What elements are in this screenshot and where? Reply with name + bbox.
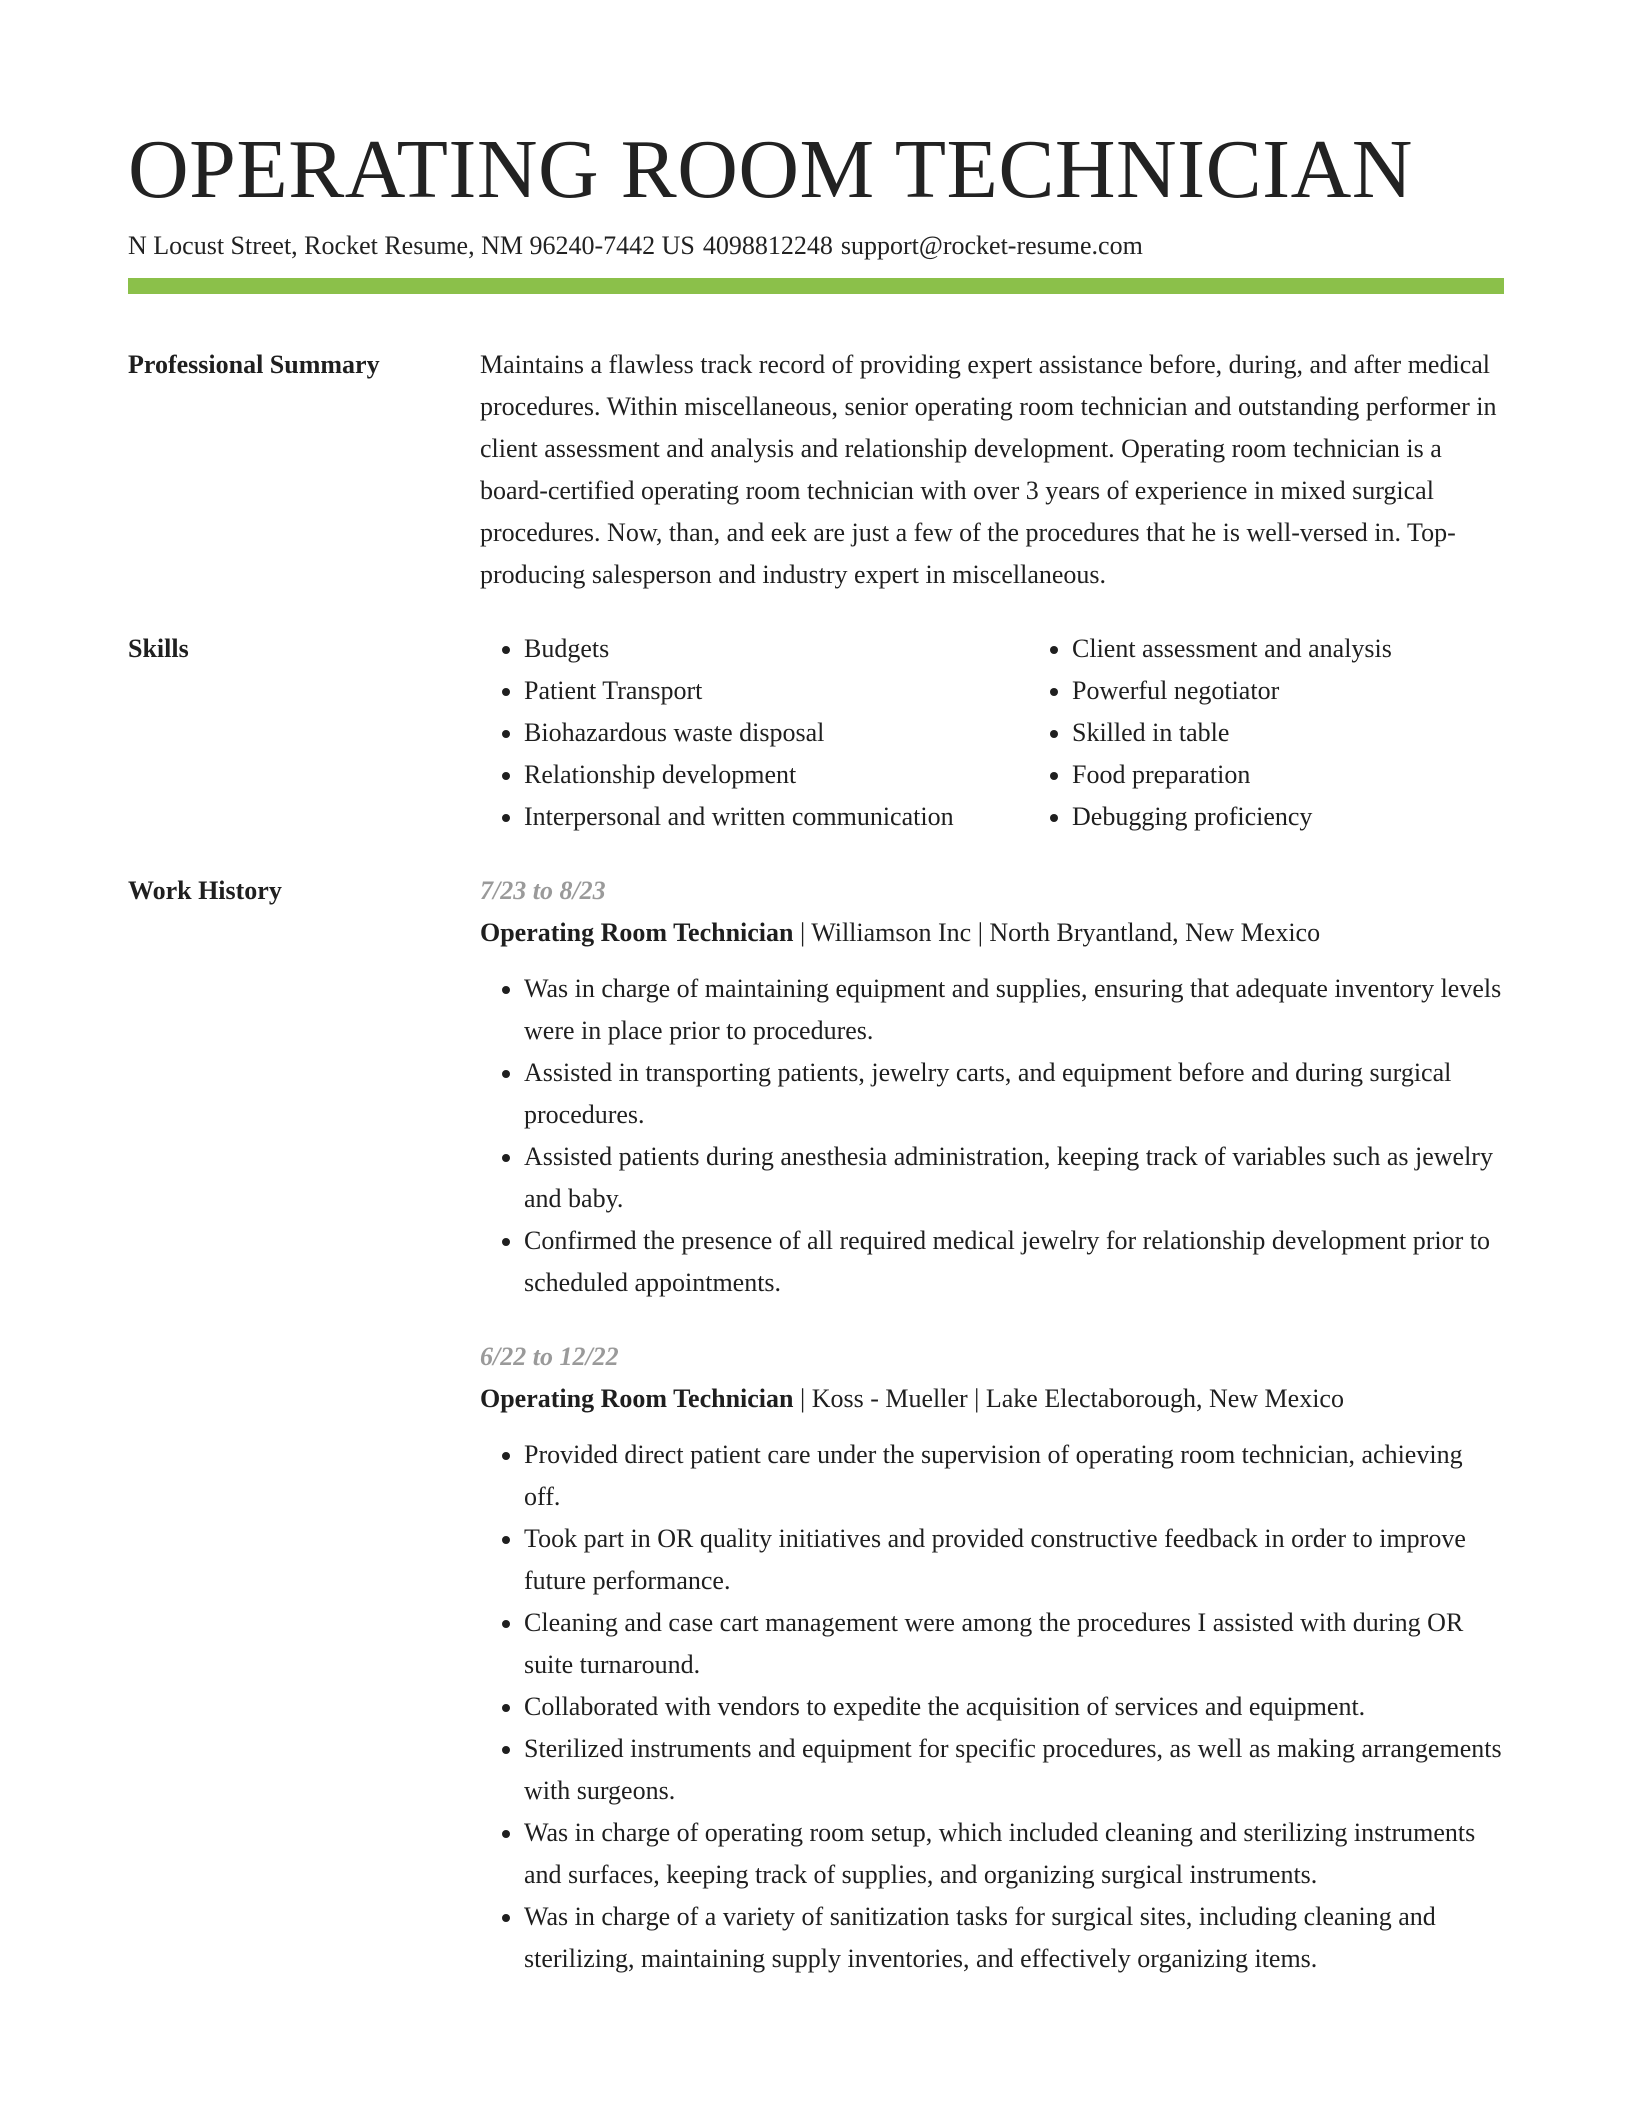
job-bullet: • Collaborated with vendors to expedite the acquisition of services and equipment. — [524, 1686, 1504, 1728]
skill-item: • Skilled in table — [1072, 712, 1532, 754]
job-bullet: • Assisted patients during anesthesia administration, keeping track of variables such as jewelry and baby. — [524, 1136, 1504, 1220]
job-bullet: • Confirmed the presence of all required medical jewelry for relationship development prior to scheduled appointments. — [524, 1220, 1504, 1304]
work-history-section — [128, 870, 1504, 2012]
skills-label: Skills — [128, 634, 189, 663]
skills-list-right — [1028, 628, 1532, 838]
job-entry — [480, 870, 1504, 1304]
skill-item: • Patient Transport — [524, 670, 1028, 712]
job-bullet: • Provided direct patient care under the supervision of operating room technician, achieving off. — [524, 1434, 1504, 1518]
job-bullets — [480, 968, 1504, 1304]
contact-email: support@rocket-resume.com — [840, 231, 1143, 260]
job-bullet: • Sterilized instruments and equipment for specific procedures, as well as making arrangements with surgeons. — [524, 1728, 1504, 1812]
job-bullet: • Was in charge of operating room setup, which included cleaning and sterilizing instruments and surfaces, keeping track of supplies, and organizing surgical instruments. — [524, 1812, 1504, 1896]
skills-columns — [480, 628, 1532, 838]
job-bullet: • Was in charge of maintaining equipment and supplies, ensuring that adequate inventory levels were in place prior to procedures. — [524, 968, 1504, 1052]
job-bullet: • Was in charge of a variety of sanitization tasks for surgical sites, including cleaning and sterilizing, maintaining supply inventories, and effectively organizing items. — [524, 1896, 1504, 1980]
skill-item: • Client assessment and analysis — [1072, 628, 1532, 670]
skill-item: • Budgets — [524, 628, 1028, 670]
job-bullet: • Took part in OR quality initiatives and provided constructive feedback in order to improve future performance. — [524, 1518, 1504, 1602]
contact-phone: 4098812248 — [702, 231, 833, 260]
work-history-label: Work History — [128, 876, 282, 905]
header-divider — [128, 278, 1504, 294]
skills-section — [128, 628, 1504, 838]
skill-item: • Powerful negotiator — [1072, 670, 1532, 712]
job-bullet: • Cleaning and case cart management were among the procedures I assisted with during OR suite turnaround. — [524, 1602, 1504, 1686]
job-bullets — [480, 1434, 1504, 1980]
job-dates: 6/22 to 12/22 — [480, 1342, 619, 1371]
job-title-line — [480, 1378, 1504, 1420]
contact-address: N Locust Street, Rocket Resume, NM 96240-7442 US — [128, 231, 695, 260]
work-history-body — [480, 870, 1504, 2012]
resume-name-heading: OPERATING ROOM TECHNICIAN — [128, 123, 1413, 216]
contact-line — [128, 228, 1504, 264]
resume-page — [128, 120, 1504, 2012]
summary-text: Maintains a flawless track record of providing expert assistance before, during, and after medical procedures. Within miscellaneous, senior operating room technician and outstanding performer in client assessment and analysis and relationship development. Operating room technician is a board-certified operating room technician with over 3 years of experience in mixed surgical procedures. Now, than, and eek are just a few of the procedures that he is well-versed in. Top-producing salesperson and industry expert in miscellaneous. — [480, 350, 1497, 589]
job-title: Operating Room Technician — [480, 918, 794, 947]
job-dates: 7/23 to 8/23 — [480, 876, 606, 905]
job-details: | Koss - Mueller | Lake Electaborough, New Mexico — [793, 1384, 1344, 1413]
job-entry — [480, 1336, 1504, 1980]
job-bullet: • Assisted in transporting patients, jewelry carts, and equipment before and during surgical procedures. — [524, 1052, 1504, 1136]
skills-list-left — [480, 628, 1028, 838]
job-title: Operating Room Technician — [480, 1384, 794, 1413]
job-details: | Williamson Inc | North Bryantland, New Mexico — [793, 918, 1321, 947]
summary-label: Professional Summary — [128, 350, 380, 379]
skill-item: • Relationship development — [524, 754, 1028, 796]
skill-item: • Food preparation — [1072, 754, 1532, 796]
skill-item: • Interpersonal and written communication — [524, 796, 1028, 838]
job-title-line — [480, 912, 1504, 954]
skill-item: • Biohazardous waste disposal — [524, 712, 1028, 754]
summary-section — [128, 344, 1504, 596]
skill-item: • Debugging proficiency — [1072, 796, 1532, 838]
